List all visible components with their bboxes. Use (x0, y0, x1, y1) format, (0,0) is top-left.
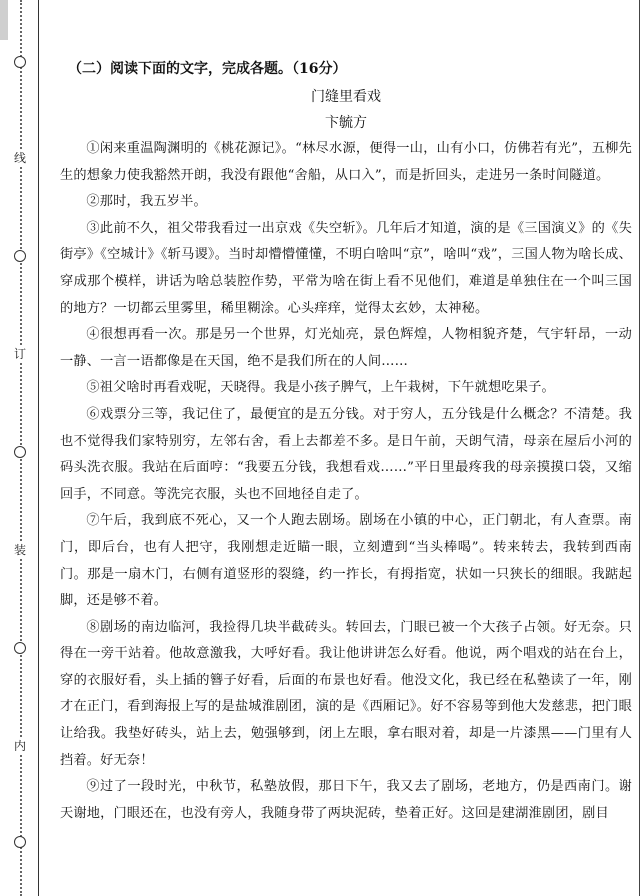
paragraph-1: ①闲来重温陶渊明的《桃花源记》。“林尽水源，便得一山，山有小口，仿佛若有光”，五柳先生的想象力使我豁然开朗，我没有跟他“舍船，从口入”，而是折回头，走进另一条时间隧道。 (60, 141, 632, 183)
binding-hole-circle (14, 250, 26, 262)
passage-title: 门缝里看戏 (311, 89, 381, 105)
reading-passage (60, 58, 632, 827)
binding-hole-circle (14, 56, 26, 68)
paragraph-2: ②那时，我五岁半。 (86, 194, 207, 210)
paragraph-8: ⑧剧场的南边临河，我捡得几块半截砖头。转回去，门眼已被一个大孩子占领。好无奈。只得在一旁干站着。他故意激我，大呼好看。我让他讲讲怎么好看。他说，两个唱戏的站在台上，穿的衣服好看，头上插的簪子好看，后面的布景也好看。他没文化，我已经在私塾读了一年，刚才在正门，看到海报上写的是盐城淮剧团，演的是《西厢记》。好不容易等到他大发慈悲，把门眼让给我。我垫好砖头，站上去，勉强够到，闭上左眼，拿右眼对着，却是一片漆黑——门里有人挡着。好无奈！ (60, 619, 632, 768)
paragraph-9: ⑨过了一段时光，中秋节，私塾放假，那日下午，我又去了剧场，老地方，仍是西南门。谢天谢地，门眼还在，也没有旁人，我随身带了两块泥砖，垫着正好。这回是建湖淮剧团，剧目 (60, 779, 632, 821)
paragraph-7: ⑦午后，我到底不死心，又一个人跑去剧场。剧场在小镇的中心，正门朝北，有人查票。南门，即后台，也有人把守，我刚想走近瞄一眼，立刻遭到“当头棒喝”。转来转去，我转到西南门。那是一扇木门，右侧有道竖形的裂缝，约一拃长，有拇指宽，状如一只狭长的细眼。我踮起脚，还是够不着。 (60, 513, 632, 609)
margin-char-ding: 订 (13, 347, 26, 361)
paragraph-4: ④很想再看一次。那是另一个世界，灯光灿亮，景色辉煌，人物相貌齐楚，气宇轩昂，一动一静、一言一语都像是在天国，绝不是我们所在的人间…… (60, 327, 632, 369)
margin-char-nei: 内 (13, 739, 26, 753)
paragraph-6: ⑥戏票分三等，我记住了，最便宜的是五分钱。对于穷人，五分钱是什么概念？不清楚。我也不觉得我们家特别穷，左邻右舍，看上去都差不多。是日午前，天朗气清，母亲在屋后小河的码头洗衣服。我站在后面哼：“我要五分钱，我想看戏……”平日里最疼我的母亲摸摸口袋，又缩回手，不同意。等洗完衣服，头也不回地径自走了。 (60, 406, 632, 502)
margin-tab-mark (0, 0, 8, 40)
binding-hole-circle (14, 642, 26, 654)
paragraph-3: ③此前不久，祖父带我看过一出京戏《失空斩》。几年后才知道，演的是《三国演义》的《失街亭》《空城计》《斩马谡》。当时却懵懵懂懂，不明白啥叫“京”，啥叫“戏”，三国人物为啥长成、穿成那个模样，讲话为啥总装腔作势，平常为啥在街上看不见他们，难道是单独住在一个叫三国的地方？一切都云里雾里，稀里糊涂。心头痒痒，觉得太玄妙，太神秘。 (60, 220, 632, 316)
right-border-line (639, 0, 640, 896)
passage-author: 卞毓方 (325, 115, 367, 131)
binding-margin (0, 0, 44, 896)
paragraph-5: ⑤祖父啥时再看戏呢，天晓得。我是小孩子脾气，上午栽树，下午就想吃果子。 (86, 380, 555, 396)
margin-char-xian: 线 (13, 151, 26, 165)
binding-hole-circle (14, 446, 26, 458)
margin-char-zhuang: 装 (13, 543, 26, 557)
binding-border-line (38, 0, 39, 896)
section-heading: （二）阅读下面的文字，完成各题。（16分） (68, 61, 347, 77)
binding-hole-circle (14, 836, 26, 848)
